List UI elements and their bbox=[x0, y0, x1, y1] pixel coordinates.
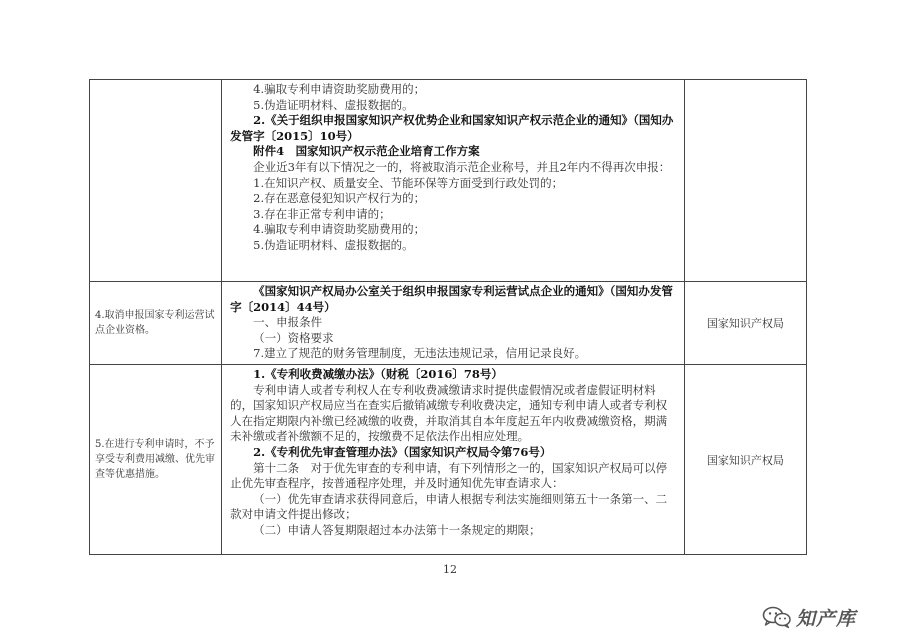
basis-heading: 2.《专利优先审查管理办法》（国家知识产权局令第76号） bbox=[253, 444, 552, 459]
agency-cell bbox=[684, 282, 806, 365]
measure-text: 4.取消申报国家专利运营试点企业资格。 bbox=[95, 310, 215, 336]
agency-text bbox=[685, 80, 806, 281]
basis-cell bbox=[222, 80, 685, 282]
basis-line: （一）优先审查请求获得同意后，申请人根据专利法实施细则第五十一条第一、二款对申请文件提出修改； bbox=[230, 491, 668, 522]
basis-text-block bbox=[222, 365, 684, 539]
measure-text bbox=[90, 80, 221, 281]
agency-text: 国家知识产权局 bbox=[706, 453, 784, 467]
basis-heading: 《国家知识产权局办公室关于组织申报国家专利运营试点企业的通知》（国知办发管字〔2014〕44号） bbox=[230, 284, 673, 314]
measure-cell bbox=[90, 282, 222, 365]
measure-cell bbox=[90, 365, 222, 555]
basis-heading: 附件4 国家知识产权示范企业培育工作方案 bbox=[253, 144, 480, 159]
table-row bbox=[90, 80, 807, 282]
measure-text: 5.在进行专利申请时，不予享受专利费用减缴、优先审查等优惠措施。 bbox=[95, 439, 215, 480]
basis-text-block bbox=[222, 282, 684, 362]
basis-line: （二）申请人答复期限超过本办法第十一条规定的期限； bbox=[253, 522, 541, 537]
basis-line: 5.伪造证明材料、虚报数据的。 bbox=[253, 237, 414, 252]
basis-cell bbox=[222, 282, 685, 365]
table-row bbox=[90, 365, 807, 555]
agency-text: 国家知识产权局 bbox=[706, 317, 784, 330]
basis-line: 4.骗取专利申请资助奖励费用的； bbox=[253, 82, 426, 96]
regulation-table bbox=[89, 79, 807, 555]
page-number: 12 bbox=[443, 563, 457, 576]
basis-line: 3.存在非正常专利申请的； bbox=[253, 206, 391, 221]
agency-cell bbox=[684, 365, 806, 555]
basis-line: 企业近3年有以下情况之一的，将被取消示范企业称号，并且2年内不得再次申报： bbox=[253, 159, 671, 174]
basis-heading: 2.《关于组织申报国家知识产权优势企业和国家知识产权示范企业的通知》（国知办发管字〔2015〕10号） bbox=[230, 113, 674, 143]
agency-cell bbox=[684, 80, 806, 282]
watermark-text: 知产库 bbox=[796, 607, 857, 630]
basis-line: 4.骗取专利申请资助奖励费用的； bbox=[253, 222, 426, 237]
watermark bbox=[762, 604, 856, 630]
basis-cell bbox=[222, 365, 685, 555]
basis-line: 专利申请人或者专利权人在专利收费减缴请求时提供虚假情况或者虚假证明材料的，国家知识产权局应当在查实后撤销减缴专利收费决定，通知专利申请人或者专利权人在指定期限内补缴已经减缴的收费，并取消其自本年度起五年内收费减缴资格，期满未补缴或者补缴额不足的，按缴费不足依法作出相应处理。 bbox=[230, 382, 668, 444]
basis-line: 一、申报条件 bbox=[253, 315, 323, 330]
basis-line: 7.建立了规范的财务管理制度，无违法违规记录，信用记录良好。 bbox=[253, 346, 587, 361]
basis-line: 5.伪造证明材料、虚报数据的。 bbox=[253, 97, 414, 112]
wechat-icon bbox=[762, 605, 792, 629]
measure-cell bbox=[90, 80, 222, 282]
basis-line: 2.存在恶意侵犯知识产权行为的； bbox=[253, 191, 426, 206]
table-row bbox=[90, 282, 807, 365]
basis-heading: 1.《专利收费减缴办法》（财税〔2016〕78号） bbox=[253, 367, 503, 381]
basis-line: 1.在知识产权、质量安全、节能环保等方面受到行政处罚的； bbox=[253, 175, 564, 190]
basis-line: 第十二条 对于优先审查的专利申请，有下列情形之一的，国家知识产权局可以停止优先审查程序，按普通程序处理，并及时通知优先审查请求人： bbox=[230, 460, 668, 491]
basis-line: （一）资格要求 bbox=[253, 330, 334, 345]
basis-text-block bbox=[222, 80, 684, 254]
